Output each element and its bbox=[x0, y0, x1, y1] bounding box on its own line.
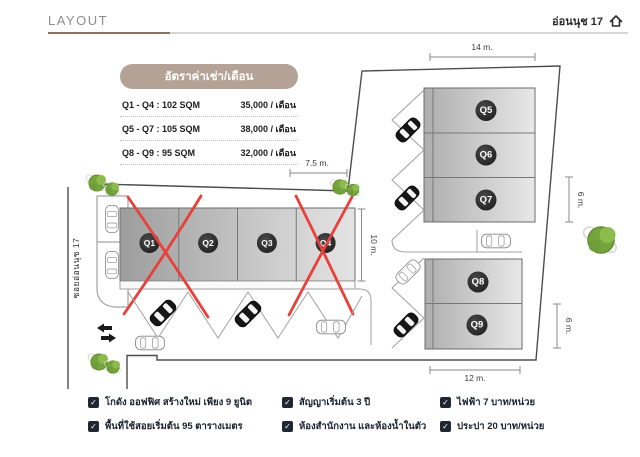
svg-text:Q9: Q9 bbox=[470, 319, 484, 331]
feature-label: ประปา 20 บาท/หน่วย bbox=[457, 421, 545, 432]
car-icon bbox=[393, 184, 421, 212]
feature-item bbox=[88, 395, 282, 410]
svg-text:6 m.: 6 m. bbox=[564, 317, 574, 335]
feature-label: โกดัง ออฟฟิศ สร้างใหม่ เพียง 9 ยูนิต bbox=[105, 397, 253, 408]
feature-label: ไฟฟ้า 7 บาท/หน่วย bbox=[457, 397, 536, 408]
car-icon bbox=[136, 336, 165, 350]
feature-item bbox=[440, 395, 612, 410]
car-icon bbox=[148, 298, 178, 328]
dimension-q8q9-width bbox=[430, 366, 520, 383]
page-title: LAYOUT bbox=[48, 13, 109, 28]
checkbox-icon: ✓ bbox=[88, 397, 99, 408]
svg-text:Q1: Q1 bbox=[143, 238, 156, 248]
svg-text:10 m.: 10 m. bbox=[369, 234, 379, 256]
unit-price: 35,000 / เดือน bbox=[240, 100, 296, 110]
building-q8-q9 bbox=[425, 259, 522, 349]
dimension-q1q4-depth bbox=[358, 209, 380, 281]
features-list bbox=[88, 395, 612, 434]
unit-badge-q2[interactable] bbox=[198, 233, 218, 253]
svg-text:14 m.: 14 m. bbox=[471, 42, 493, 52]
feature-label: พื้นที่ใช้สอยเริ่มต้น 95 ตารางเมตร bbox=[105, 421, 243, 432]
car-icon bbox=[317, 320, 346, 334]
unit-badge-q9[interactable] bbox=[467, 315, 488, 336]
dimension-q5q7-width bbox=[430, 42, 535, 61]
svg-text:7.5 m.: 7.5 m. bbox=[305, 158, 329, 168]
car-icon bbox=[106, 205, 119, 232]
price-table-title: อัตราค่าเช่า/เดือน bbox=[120, 64, 298, 89]
street-label: ซอยอ่อนนุช 17 bbox=[71, 237, 81, 299]
unit-range: Q1 - Q4 : 102 SQM bbox=[122, 100, 201, 110]
unit-range: Q8 - Q9 : 95 SQM bbox=[122, 148, 196, 158]
svg-text:Q4: Q4 bbox=[319, 238, 332, 248]
unit-price: 32,000 / เดือน bbox=[240, 148, 296, 158]
car-icon bbox=[233, 299, 263, 329]
svg-text:6 m.: 6 m. bbox=[576, 191, 586, 209]
svg-text:Q3: Q3 bbox=[261, 238, 273, 248]
unit-badge-q8[interactable] bbox=[468, 272, 489, 293]
unit-range: Q5 - Q7 : 105 SQM bbox=[122, 124, 201, 134]
svg-text:Q7: Q7 bbox=[479, 194, 493, 206]
feature-item bbox=[282, 395, 440, 410]
svg-text:Q6: Q6 bbox=[479, 149, 493, 161]
feature-item bbox=[282, 419, 440, 434]
unit-badge-q3[interactable] bbox=[257, 233, 277, 253]
svg-text:Q2: Q2 bbox=[202, 238, 214, 248]
tree-icon bbox=[584, 227, 617, 253]
unit-badge-q7[interactable] bbox=[476, 190, 497, 211]
feature-label: สัญญาเริ่มต้น 3 ปี bbox=[299, 397, 371, 408]
checkbox-icon: ✓ bbox=[282, 397, 293, 408]
tree-icon bbox=[86, 175, 106, 191]
unit-badge-q1[interactable] bbox=[139, 233, 159, 253]
unit-badge-q6[interactable] bbox=[476, 145, 497, 166]
svg-text:12 m.: 12 m. bbox=[464, 373, 486, 383]
tree-icon bbox=[330, 180, 348, 194]
unit-badge-q5[interactable] bbox=[476, 100, 497, 121]
unit-price: 38,000 / เดือน bbox=[240, 124, 296, 134]
svg-text:Q8: Q8 bbox=[471, 276, 485, 288]
car-icon bbox=[394, 116, 422, 144]
svg-text:Q5: Q5 bbox=[479, 105, 493, 116]
feature-item bbox=[88, 419, 282, 434]
project-label: อ่อนนุช 17 bbox=[551, 16, 603, 28]
checkbox-icon: ✓ bbox=[440, 421, 451, 432]
car-icon bbox=[482, 234, 511, 248]
car-icon bbox=[106, 251, 119, 278]
dimension-q5q7-depth bbox=[565, 177, 586, 222]
dimension-q8q9-depth bbox=[553, 304, 574, 348]
feature-item bbox=[440, 419, 612, 434]
feature-label: ห้องสำนักงาน และห้องน้ำในตัว bbox=[299, 421, 427, 432]
checkbox-icon: ✓ bbox=[440, 397, 451, 408]
checkbox-icon: ✓ bbox=[282, 421, 293, 432]
dimension-entrance-gap bbox=[290, 158, 347, 177]
two-way-arrow-icon bbox=[97, 324, 116, 343]
checkbox-icon: ✓ bbox=[88, 421, 99, 432]
